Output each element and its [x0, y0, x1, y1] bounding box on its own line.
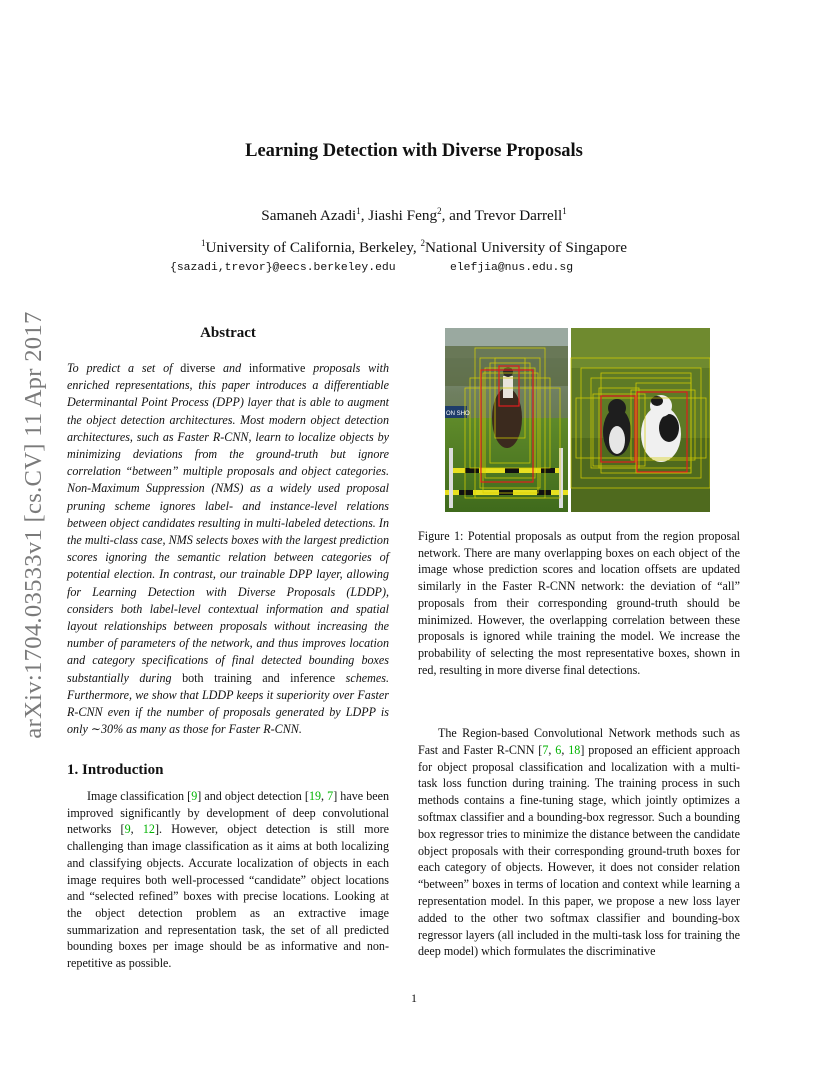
introduction-paragraph-right: [418, 725, 740, 960]
citation-link[interactable]: 7: [327, 789, 334, 803]
paper-title: Learning Detection with Diverse Proposals: [245, 141, 583, 161]
abstract-text: To predict a set of: [67, 361, 181, 375]
body-text: Image classification [: [87, 789, 192, 803]
body-text: ,: [548, 742, 556, 757]
arxiv-stamp: [14, 290, 54, 760]
affiliation-text: National University of Singapore: [424, 239, 627, 256]
banner-sign-text: ON SHO: [446, 411, 470, 417]
citation-link[interactable]: 9: [191, 789, 198, 803]
citation-link[interactable]: 18: [568, 742, 581, 757]
section-heading-introduction: 1. Introduction: [67, 762, 164, 778]
abstract-body: [67, 360, 389, 738]
citation-link[interactable]: 19: [308, 789, 322, 803]
cats-photo: [571, 328, 710, 512]
affiliation-text: University of California, Berkeley,: [205, 239, 421, 256]
citation-link[interactable]: 9: [124, 822, 131, 837]
author-emails: [170, 262, 590, 274]
body-text: ] and object detection [: [197, 789, 309, 803]
body-text: The Region-based Convolutional Network methods such as Fast and Faster R-CNN [: [418, 726, 740, 757]
page-number: 1: [411, 991, 417, 1005]
affiliation-mark: 2: [437, 206, 442, 216]
abstract-text: informative: [248, 361, 306, 375]
author-list: [0, 207, 828, 225]
abstract-text: training and inference: [203, 670, 346, 685]
affiliation-mark: 1: [201, 238, 206, 248]
body-text: ] proposed an efficient approach for object proposal classification and localization with a multi-task loss function during training. The training process in such methods contains a fine-tuning stage, which jointly optimizes a softmax classifier and a bounding-box regressor. Such a bounding box regressor tries to minimize the distance between the candidate object proposals with their corresponding ground-truth boxes for each category of objects. However, it does not consider relation “between” boxes in terms of location and context while learning a representation model. In this paper, we propose a new loss layer added to the other two softmax classifier and bounding-box regressor layers (all included in the multi-task loss for training the deep model) which formulates the discriminative: [418, 742, 741, 959]
abstract-heading: Abstract: [200, 325, 256, 341]
abstract-text: and: [215, 361, 249, 375]
abstract-text: diverse: [180, 361, 216, 375]
abstract-text: schemes. Furthermore, we show that LDDP keeps it superiority over Faster R-CNN even if the number of proposals generated by LDPP is only ∼30% as many as those for Faster R-CNN.: [67, 670, 389, 737]
affiliations: [0, 239, 828, 257]
abstract-text: proposals with enriched representations, this paper introduces a differentiable Determinantal Point Process (DPP) layer that is able to augment the object detection architectures. Most modern object detection architectures, such as Faster R-CNN, learn to localize objects by minimizing deviations from the ground-truth but ignore correlation “between” multiple proposals and object categories. Non-Maximum Suppression (NMS) as a widely used proposal pruning scheme ignores label- and instance-level relations between object candidates resulting in multi-labeled detections. In the multi-class case, NMS selects boxes with the largest prediction scores ignoring the semantic relation between categories of potential election. In contrast, our trainable DPP layer, allowing for Learning Detection with Diverse Proposals (LDDP), considers both label-level contextual information and spatial layout relationships between proposals without increasing the number of parameters of the network, and thus improves location and category specifications of final detected bounding boxes substantially during: [67, 361, 389, 685]
body-text: ,: [321, 789, 328, 803]
abstract-text: both: [182, 670, 204, 685]
citation-link[interactable]: 12: [142, 822, 155, 837]
author-name: Samaneh Azadi: [261, 207, 357, 224]
citation-link[interactable]: 7: [542, 742, 549, 757]
arxiv-identifier: arXiv:1704.03533v1 [cs.CV] 11 Apr 2017: [20, 311, 47, 739]
email-berkeley: {sazadi,trevor}@eecs.berkeley.edu: [170, 262, 396, 274]
body-text: ,: [130, 822, 143, 837]
figure-1-images: [445, 328, 710, 512]
body-text: ,: [561, 742, 569, 757]
horse-jump-photo: [445, 328, 568, 512]
author-name: , Jiashi Feng: [360, 207, 438, 224]
author-name: , and Trevor Darrell: [441, 207, 563, 224]
affiliation-mark: 1: [356, 206, 361, 216]
introduction-paragraph: [67, 788, 389, 972]
email-nus: elefjia@nus.edu.sg: [450, 262, 574, 274]
body-text: ]. However, object detection is still more challenging than image classification as it aims at both localizing and classifying objects. Accurate localization of objects in each image requires both well-processed “candidate” object locations and “selected refined” boxes with precise locations. Looking at the object detection problem as an extractive image summarization and representation task, the set of all predicted bounding boxes per image should be as informative and non-repetitive as possible.: [67, 822, 390, 971]
citation-link[interactable]: 6: [555, 742, 562, 757]
figure-1-caption: Figure 1: Potential proposals as output from the region proposal network. There are many overlapping boxes on each object of the image whose prediction scores and location offsets are updated similarly in the Faster R-CNN network: the deviation of “all” proposals from their corresponding ground-truth should be minimized. However, the overlapping correlation between these proposals is ignored while training the model. We increase the probability of selecting the most representative boxes, shown in red, resulting in more diverse final detections.: [418, 529, 740, 677]
affiliation-mark: 2: [420, 238, 425, 248]
affiliation-mark: 1: [562, 206, 567, 216]
body-text: ] have been improved significantly by development of deep convolutional networks [: [67, 789, 390, 837]
